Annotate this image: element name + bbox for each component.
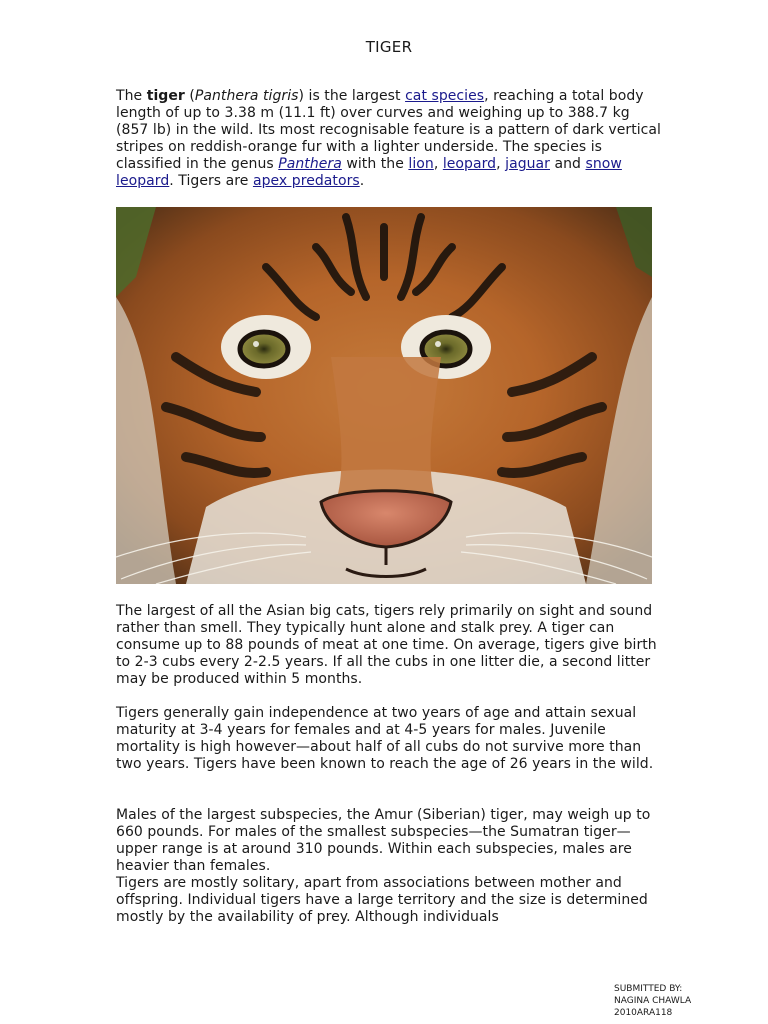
link-leopard[interactable]: leopard xyxy=(442,156,497,172)
intro-text: , xyxy=(496,156,506,172)
body-paragraph-1: The largest of all the Asian big cats, tigers rely primarily on sight and sound rather than smell. They typically hunt alone and stalk prey. A tiger can consume up to 88 pounds of meat at one time. On average, tigers give birth to 2-3 cubs every 2-2.5 years. If all the cubs in one litter die, a second litter may be produced within 5 months. xyxy=(116,603,657,687)
intro-text: , xyxy=(433,156,443,172)
intro-text: ) is the largest xyxy=(298,88,406,104)
intro-text: ( xyxy=(184,88,195,104)
intro-text: and xyxy=(550,156,586,172)
intro-text: . xyxy=(359,173,365,189)
link-panthera[interactable]: Panthera xyxy=(278,156,342,172)
link-lion[interactable]: lion xyxy=(408,156,434,172)
document-title: TIGER xyxy=(365,38,413,56)
link-apex-predators[interactable]: apex predators xyxy=(252,173,360,189)
link-snow-leopard[interactable]: snow leopard xyxy=(116,156,622,189)
intro-text: . Tigers are xyxy=(169,173,253,189)
submitted-by-label: SUBMITTED BY: xyxy=(614,984,683,994)
tiger-face-photo xyxy=(116,207,652,584)
intro-text: , reaching a total body length of up to 3.38 m (11.1 ft) over curves and weighing up to 388.7 kg (857 lb) in the wild. Its most recognisable feature is a pattern of dark vertical stripes on reddish-orange fur with a lighter underside. The species is classified in the genus xyxy=(116,88,661,172)
submitter-name: NAGINA CHAWLA xyxy=(614,996,692,1006)
intro-scientific-name: Panthera tigris xyxy=(194,88,299,104)
submitter-id: 2010ARA118 xyxy=(614,1008,673,1018)
link-jaguar[interactable]: jaguar xyxy=(505,156,550,172)
body-paragraph-3a: Males of the largest subspecies, the Amur (Siberian) tiger, may weigh up to 660 pounds. For males of the smallest subspecies—the Sumatran tiger—upper range is at around 310 pounds. Within each subspecies, males are heavier than females. xyxy=(116,807,651,874)
intro-text: with the xyxy=(341,156,409,172)
intro-text: The xyxy=(116,88,147,104)
intro-bold-tiger: tiger xyxy=(146,88,185,104)
intro-paragraph xyxy=(116,88,661,190)
submission-footer xyxy=(614,983,691,1019)
body-paragraph-3 xyxy=(116,807,661,926)
body-paragraph-4: Tigers are mostly solitary, apart from associations between mother and offspring. Individual tigers have a large territory and the size is determined mostly by the availability of prey. Although individuals xyxy=(116,875,648,925)
link-cat-species[interactable]: cat species xyxy=(405,88,485,104)
body-paragraph-2: Tigers generally gain independence at two years of age and attain sexual maturity at 3-4 years for females and at 4-5 years for males. Juvenile mortality is high however—about half of all cubs do not survive more than two years. Tigers have been known to reach the age of 26 years in the wild. xyxy=(116,705,654,772)
